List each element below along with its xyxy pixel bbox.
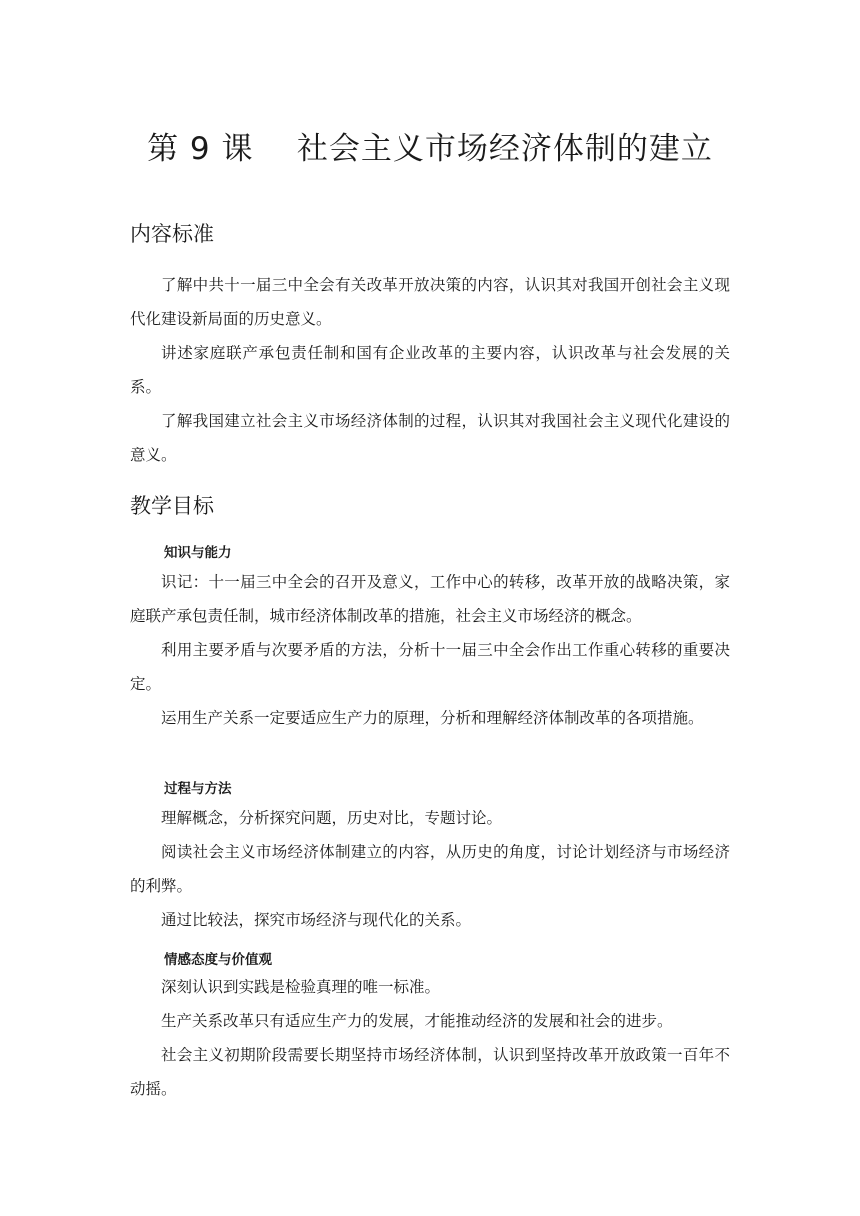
subsection-heading-values: 情感态度与价值观 xyxy=(164,952,272,968)
knowledge-body xyxy=(130,565,730,735)
section-heading-teaching-goals: 教学目标 xyxy=(130,494,214,518)
paragraph: 通过比较法，探究市场经济与现代化的关系。 xyxy=(161,911,472,929)
paragraph: 识记：十一届三中全会的召开及意义，工作中心的转移，改革开放的战略决策，家庭联产承包责任制，城市经济体制改革的措施，社会主义市场经济的概念。 xyxy=(130,573,730,625)
paragraph: 运用生产关系一定要适应生产力的原理，分析和理解经济体制改革的各项措施。 xyxy=(161,709,704,727)
paragraph: 了解中共十一届三中全会有关改革开放决策的内容，认识其对我国开创社会主义现代化建设新局面的历史意义。 xyxy=(130,276,730,328)
paragraph: 利用主要矛盾与次要矛盾的方法，分析十一届三中全会作出工作重心转移的重要决定。 xyxy=(130,641,730,693)
section-heading-content-standard: 内容标准 xyxy=(130,222,214,246)
page-title: 第 9 课 社会主义市场经济体制的建立 xyxy=(147,131,713,167)
paragraph: 生产关系改革只有适应生产力的发展，才能推动经济的发展和社会的进步。 xyxy=(161,1012,673,1030)
subsection-heading-knowledge: 知识与能力 xyxy=(164,545,232,561)
values-body xyxy=(130,970,730,1106)
paragraph: 理解概念，分析探究问题，历史对比，专题讨论。 xyxy=(161,809,503,827)
paragraph: 社会主义初期阶段需要长期坚持市场经济体制，认识到坚持改革开放政策一百年不动摇。 xyxy=(130,1046,730,1098)
subsection-heading-process: 过程与方法 xyxy=(164,781,232,797)
paragraph: 阅读社会主义市场经济体制建立的内容，从历史的角度，讨论计划经济与市场经济的利弊。 xyxy=(130,843,730,895)
paragraph: 讲述家庭联产承包责任制和国有企业改革的主要内容，认识改革与社会发展的关系。 xyxy=(130,344,730,396)
paragraph: 深刻认识到实践是检验真理的唯一标准。 xyxy=(161,978,441,996)
paragraph: 了解我国建立社会主义市场经济体制的过程，认识其对我国社会主义现代化建设的意义。 xyxy=(130,412,730,464)
process-body xyxy=(130,801,730,937)
content-standard-body xyxy=(130,268,730,472)
